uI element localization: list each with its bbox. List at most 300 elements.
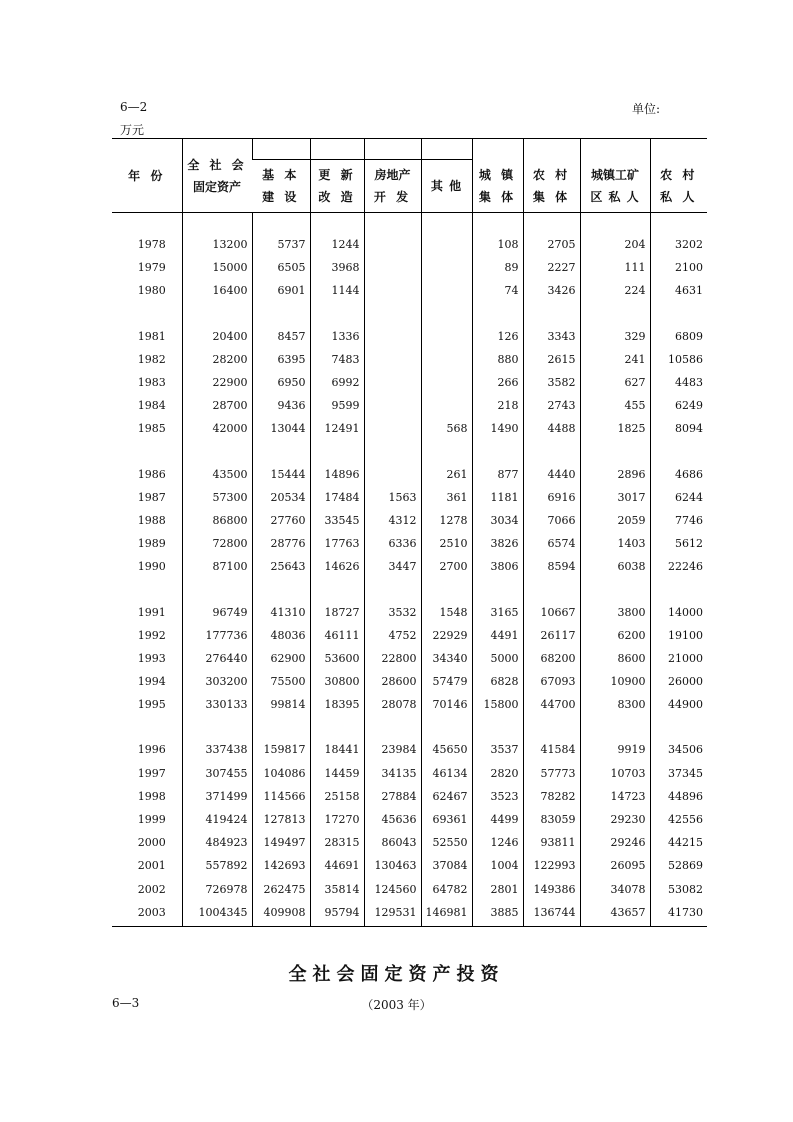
value-cell: 303200 (182, 670, 252, 693)
year-cell: 1986 (137, 467, 166, 481)
header-basic (252, 160, 310, 213)
value-cell: 34506 (650, 738, 707, 761)
spacer-cell (364, 578, 421, 600)
value-cell: 484923 (182, 831, 252, 854)
year-cell: 1995 (137, 698, 166, 712)
value-cell: 114566 (252, 785, 310, 808)
value-cell: 9599 (310, 394, 364, 417)
header-year (112, 139, 182, 213)
value-cell: 6574 (523, 532, 580, 555)
table-row (112, 279, 707, 302)
value-cell: 18441 (310, 738, 364, 761)
value-cell: 1548 (421, 600, 472, 623)
value-cell: 72800 (182, 532, 252, 555)
header-renovation-line2: 改 造 (318, 190, 356, 204)
year-cell: 1978 (137, 238, 166, 252)
value-cell: 1004345 (182, 901, 252, 927)
value-cell: 25643 (252, 555, 310, 578)
value-cell: 4499 (472, 808, 523, 831)
header-other (421, 160, 472, 213)
value-cell: 1563 (364, 486, 421, 509)
spacer-cell (252, 303, 310, 325)
table-body (112, 213, 707, 927)
value-cell: 37345 (650, 762, 707, 785)
value-cell: 10900 (580, 670, 650, 693)
value-cell: 44896 (650, 785, 707, 808)
next-table-title: 全社会固定资产投资 (288, 964, 505, 985)
value-cell: 42000 (182, 417, 252, 440)
value-cell: 337438 (182, 738, 252, 761)
value-cell: 6809 (650, 325, 707, 348)
value-cell: 6916 (523, 486, 580, 509)
value-cell: 4686 (650, 463, 707, 486)
spacer-cell (523, 578, 580, 600)
value-cell: 3343 (523, 325, 580, 348)
table-row (112, 600, 707, 623)
value-cell: 1336 (310, 325, 364, 348)
spacer-cell (112, 303, 182, 325)
year-cell: 2002 (137, 882, 166, 896)
header-rural-private (650, 160, 707, 213)
value-cell: 124560 (364, 878, 421, 901)
value-cell: 74 (472, 279, 523, 302)
value-cell: 10586 (650, 348, 707, 371)
value-cell: 99814 (252, 693, 310, 716)
value-cell: 307455 (182, 762, 252, 785)
value-cell: 26095 (580, 854, 650, 877)
spacer-cell (310, 441, 364, 463)
value-cell: 44691 (310, 854, 364, 877)
spacer-cell (421, 441, 472, 463)
value-cell: 266 (472, 371, 523, 394)
value-cell: 2510 (421, 532, 472, 555)
header-spacer (580, 139, 650, 160)
spacer-cell (252, 716, 310, 738)
value-cell: 28776 (252, 532, 310, 555)
value-cell: 37084 (421, 854, 472, 877)
next-table-subtitle: （2003 年） (361, 998, 432, 1012)
value-cell: 136744 (523, 901, 580, 927)
value-cell: 3447 (364, 555, 421, 578)
value-cell: 6992 (310, 371, 364, 394)
header-rural-collective-line1: 农 村 (532, 167, 571, 182)
header-rural-private-line2: 私 人 (660, 189, 698, 204)
value-cell: 3537 (472, 738, 523, 761)
year-cell: 2003 (112, 901, 182, 927)
value-cell: 5000 (472, 647, 523, 670)
value-cell: 6038 (580, 555, 650, 578)
value-cell: 25158 (310, 785, 364, 808)
value-cell: 27760 (252, 509, 310, 532)
value-cell: 159817 (252, 738, 310, 761)
year-cell: 2001 (137, 859, 166, 873)
value-cell: 14723 (580, 785, 650, 808)
value-cell: 95794 (310, 901, 364, 927)
value-cell: 4488 (523, 417, 580, 440)
value-cell: 34340 (421, 647, 472, 670)
value-cell: 52550 (421, 831, 472, 854)
value-cell: 53082 (650, 878, 707, 901)
header-spacer (650, 139, 707, 160)
value-cell: 8300 (580, 693, 650, 716)
value-cell: 3523 (472, 785, 523, 808)
value-cell: 70146 (421, 693, 472, 716)
value-cell: 111 (580, 256, 650, 279)
header-basic-line2: 建 设 (262, 190, 300, 204)
table-row (112, 256, 707, 279)
value-cell: 3800 (580, 600, 650, 623)
spacer-cell (252, 441, 310, 463)
spacer-cell (421, 303, 472, 325)
value-cell: 52869 (650, 854, 707, 877)
value-cell: 7483 (310, 348, 364, 371)
year-cell: 1989 (137, 537, 166, 551)
value-cell: 18727 (310, 600, 364, 623)
spacer-cell (182, 441, 252, 463)
value-cell: 67093 (523, 670, 580, 693)
value-cell: 46111 (310, 624, 364, 647)
spacer-cell (112, 441, 182, 463)
value-cell: 104086 (252, 762, 310, 785)
value-cell: 3582 (523, 371, 580, 394)
value-cell: 2700 (421, 555, 472, 578)
value-cell (421, 348, 472, 371)
table-row (112, 624, 707, 647)
table-row (112, 738, 707, 761)
value-cell: 5612 (650, 532, 707, 555)
value-cell: 142693 (252, 854, 310, 877)
value-cell: 419424 (182, 808, 252, 831)
header-urban-collective (472, 160, 523, 213)
spacer-cell (580, 213, 650, 234)
value-cell: 8600 (580, 647, 650, 670)
value-cell: 87100 (182, 555, 252, 578)
year-cell: 1979 (137, 261, 166, 275)
value-cell: 9436 (252, 394, 310, 417)
value-cell: 22800 (364, 647, 421, 670)
value-cell: 455 (580, 394, 650, 417)
table-row (112, 785, 707, 808)
spacer-cell (523, 441, 580, 463)
year-cell: 1998 (137, 789, 166, 803)
table-row (112, 532, 707, 555)
spacer-cell (182, 213, 252, 234)
value-cell (364, 417, 421, 440)
value-cell: 6244 (650, 486, 707, 509)
value-cell: 3885 (472, 901, 523, 927)
value-cell: 10667 (523, 600, 580, 623)
year-cell: 1996 (137, 743, 166, 757)
value-cell (364, 256, 421, 279)
value-cell: 149497 (252, 831, 310, 854)
value-cell: 22900 (182, 371, 252, 394)
value-cell: 26117 (523, 624, 580, 647)
value-cell: 46134 (421, 762, 472, 785)
value-cell: 17484 (310, 486, 364, 509)
value-cell: 2801 (472, 878, 523, 901)
value-cell (364, 279, 421, 302)
header-spacer (472, 139, 523, 160)
table-row (112, 831, 707, 854)
value-cell: 129531 (364, 901, 421, 927)
value-cell: 1825 (580, 417, 650, 440)
table-row (112, 901, 707, 927)
table-row (112, 509, 707, 532)
value-cell: 28078 (364, 693, 421, 716)
spacer-cell (112, 578, 182, 600)
spacer-cell (421, 578, 472, 600)
value-cell: 276440 (182, 647, 252, 670)
table-row (112, 555, 707, 578)
table-id: 6—2 (120, 100, 148, 114)
value-cell: 126 (472, 325, 523, 348)
header-rural-private-line1: 农 村 (660, 167, 698, 182)
year-cell: 1981 (137, 329, 166, 343)
value-cell: 62900 (252, 647, 310, 670)
value-cell: 218 (472, 394, 523, 417)
value-cell (421, 256, 472, 279)
value-cell: 330133 (182, 693, 252, 716)
value-cell: 1403 (580, 532, 650, 555)
value-cell: 45636 (364, 808, 421, 831)
spacer-cell (364, 441, 421, 463)
value-cell: 2896 (580, 463, 650, 486)
value-cell: 42556 (650, 808, 707, 831)
value-cell: 62467 (421, 785, 472, 808)
value-cell: 6950 (252, 371, 310, 394)
year-cell: 1985 (137, 422, 166, 436)
value-cell: 43500 (182, 463, 252, 486)
value-cell: 122993 (523, 854, 580, 877)
spacer-cell (310, 716, 364, 738)
value-cell: 3017 (580, 486, 650, 509)
header-total (182, 139, 252, 213)
value-cell (364, 233, 421, 256)
spacer-cell (472, 213, 523, 234)
year-cell: 1980 (137, 284, 166, 298)
value-cell: 1490 (472, 417, 523, 440)
spacer-cell (472, 716, 523, 738)
spacer-cell (252, 578, 310, 600)
value-cell: 4312 (364, 509, 421, 532)
value-cell: 35814 (310, 878, 364, 901)
spacer-cell (310, 578, 364, 600)
value-cell (364, 371, 421, 394)
value-cell: 6901 (252, 279, 310, 302)
spacer-cell (472, 441, 523, 463)
value-cell (364, 463, 421, 486)
value-cell: 57300 (182, 486, 252, 509)
value-cell: 4440 (523, 463, 580, 486)
header-spacer (364, 139, 421, 160)
value-cell: 68200 (523, 647, 580, 670)
value-cell: 28315 (310, 831, 364, 854)
value-cell: 1278 (421, 509, 472, 532)
value-cell: 34078 (580, 878, 650, 901)
unit-value: 万元 (120, 123, 145, 137)
value-cell: 2705 (523, 233, 580, 256)
value-cell: 34135 (364, 762, 421, 785)
year-cell: 1990 (137, 560, 166, 574)
header-urban-private (580, 160, 650, 213)
spacer-cell (580, 578, 650, 600)
value-cell: 29230 (580, 808, 650, 831)
header-urban-private-line2: 区 私 人 (590, 189, 640, 204)
value-cell: 2227 (523, 256, 580, 279)
value-cell: 3034 (472, 509, 523, 532)
value-cell: 3826 (472, 532, 523, 555)
value-cell: 8594 (523, 555, 580, 578)
spacer-cell (650, 441, 707, 463)
value-cell: 8094 (650, 417, 707, 440)
value-cell: 3202 (650, 233, 707, 256)
value-cell: 41584 (523, 738, 580, 761)
value-cell (421, 233, 472, 256)
unit-label: 单位: (632, 102, 661, 116)
header-other-label: 其 他 (430, 179, 463, 193)
spacer-row (112, 578, 707, 600)
value-cell (421, 279, 472, 302)
header-real-estate-line1: 房地产 (374, 168, 411, 182)
value-cell: 6200 (580, 624, 650, 647)
value-cell: 7066 (523, 509, 580, 532)
value-cell: 26000 (650, 670, 707, 693)
header-renovation (310, 160, 364, 213)
header-year-label: 年 份 (128, 169, 166, 183)
spacer-cell (523, 213, 580, 234)
value-cell: 14459 (310, 762, 364, 785)
table-row (112, 670, 707, 693)
value-cell: 262475 (252, 878, 310, 901)
value-cell: 30800 (310, 670, 364, 693)
value-cell: 41310 (252, 600, 310, 623)
header-urban-collective-line2: 集 体 (478, 189, 517, 204)
year-cell: 1987 (137, 490, 166, 504)
value-cell: 29246 (580, 831, 650, 854)
year-cell: 1992 (137, 628, 166, 642)
spacer-cell (650, 213, 707, 234)
value-cell: 17763 (310, 532, 364, 555)
value-cell: 1244 (310, 233, 364, 256)
value-cell: 6505 (252, 256, 310, 279)
value-cell: 2820 (472, 762, 523, 785)
header-urban-private-line1: 城镇工矿 (590, 167, 639, 182)
value-cell: 127813 (252, 808, 310, 831)
spacer-cell (580, 441, 650, 463)
value-cell: 19100 (650, 624, 707, 647)
header-renovation-line1: 更 新 (318, 168, 356, 182)
year-cell: 1999 (137, 813, 166, 827)
table-row (112, 348, 707, 371)
value-cell: 28600 (364, 670, 421, 693)
value-cell: 78282 (523, 785, 580, 808)
value-cell: 4631 (650, 279, 707, 302)
spacer-cell (182, 716, 252, 738)
spacer-cell (421, 213, 472, 234)
table-row (112, 233, 707, 256)
header-spacer (421, 139, 472, 160)
spacer-cell (421, 716, 472, 738)
value-cell: 4752 (364, 624, 421, 647)
value-cell: 44215 (650, 831, 707, 854)
table-row (112, 762, 707, 785)
spacer-row (112, 716, 707, 738)
value-cell: 149386 (523, 878, 580, 901)
value-cell: 1246 (472, 831, 523, 854)
value-cell: 108 (472, 233, 523, 256)
table-row (112, 854, 707, 877)
table-row (112, 417, 707, 440)
value-cell: 204 (580, 233, 650, 256)
value-cell: 21000 (650, 647, 707, 670)
value-cell: 93811 (523, 831, 580, 854)
value-cell: 409908 (252, 901, 310, 927)
spacer-row (112, 213, 707, 234)
value-cell: 1004 (472, 854, 523, 877)
value-cell (364, 348, 421, 371)
header-rural-collective (523, 160, 580, 213)
value-cell: 96749 (182, 600, 252, 623)
spacer-cell (472, 578, 523, 600)
value-cell: 726978 (182, 878, 252, 901)
spacer-row (112, 441, 707, 463)
table-row (112, 325, 707, 348)
value-cell: 83059 (523, 808, 580, 831)
value-cell: 361 (421, 486, 472, 509)
spacer-cell (523, 303, 580, 325)
value-cell: 1144 (310, 279, 364, 302)
value-cell: 880 (472, 348, 523, 371)
value-cell: 14896 (310, 463, 364, 486)
header-real-estate-line2: 开 发 (373, 190, 412, 204)
value-cell: 16400 (182, 279, 252, 302)
spacer-cell (310, 303, 364, 325)
value-cell: 48036 (252, 624, 310, 647)
spacer-cell (364, 303, 421, 325)
spacer-cell (650, 578, 707, 600)
value-cell: 2059 (580, 509, 650, 532)
year-cell: 1991 (137, 605, 166, 619)
value-cell: 69361 (421, 808, 472, 831)
value-cell: 15444 (252, 463, 310, 486)
value-cell: 4483 (650, 371, 707, 394)
spacer-cell (580, 716, 650, 738)
year-cell: 1997 (137, 766, 166, 780)
value-cell: 371499 (182, 785, 252, 808)
value-cell: 57479 (421, 670, 472, 693)
value-cell: 6395 (252, 348, 310, 371)
header-total-line2: 固定资产 (192, 179, 241, 194)
value-cell: 130463 (364, 854, 421, 877)
next-table-id: 6—3 (112, 996, 140, 1010)
value-cell (421, 394, 472, 417)
value-cell: 241 (580, 348, 650, 371)
value-cell: 224 (580, 279, 650, 302)
value-cell: 3532 (364, 600, 421, 623)
spacer-cell (523, 716, 580, 738)
value-cell: 13044 (252, 417, 310, 440)
value-cell: 75500 (252, 670, 310, 693)
value-cell: 28700 (182, 394, 252, 417)
year-cell: 1988 (137, 513, 166, 527)
value-cell: 3968 (310, 256, 364, 279)
spacer-cell (310, 213, 364, 234)
value-cell: 8457 (252, 325, 310, 348)
value-cell: 20400 (182, 325, 252, 348)
table-row (112, 463, 707, 486)
value-cell: 557892 (182, 854, 252, 877)
value-cell: 3426 (523, 279, 580, 302)
